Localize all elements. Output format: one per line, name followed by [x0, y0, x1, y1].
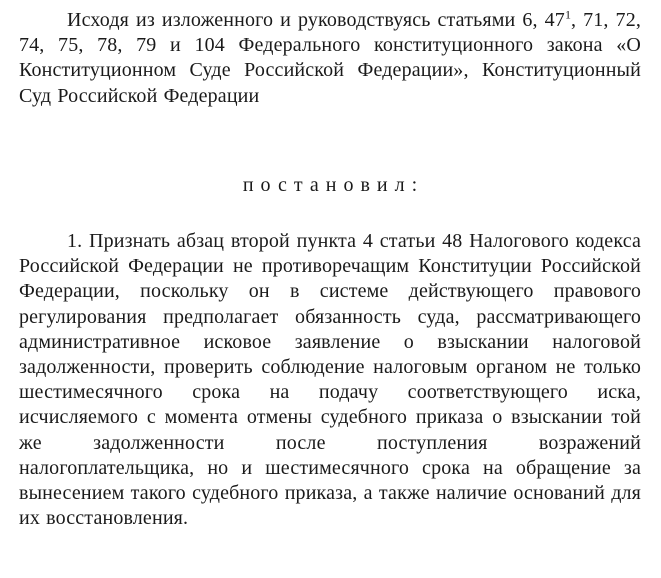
- article-superscript: 1: [564, 7, 571, 22]
- ruling-paragraph: 1. Признать абзац второй пункта 4 статьи 48 Налогового кодекса Российской Федерации не противоречащим Конституции Российской Федерации, поскольку он в системе действующего правового регулирования предполагает обязанность суда, рассматривающего административное исковое заявление о взыскании налоговой задолженности, проверить соблюдение налоговым органом не только шестимесячного срока на подачу соответствующего иска, исчисляемого с момента отмены судебного приказа о взыскании той же задолженности после поступления возражений налогоплательщика, но и шестимесячного срока на обращение за вынесением такого судебного приказа, а также наличие оснований для их восстановления.: [19, 230, 641, 530]
- intro-text-start: Исходя из изложенного и руководствуясь статьями 6, 47: [67, 9, 565, 31]
- intro-text-end: , 71, 72, 74, 75, 78, 79 и 104 Федерального конституционного закона «О Конституционном Суде Российской Федерации», Конституционный Суд Российской Федерации: [19, 9, 641, 107]
- intro-paragraph: [19, 8, 641, 109]
- resolution-heading: постановил:: [242, 174, 425, 196]
